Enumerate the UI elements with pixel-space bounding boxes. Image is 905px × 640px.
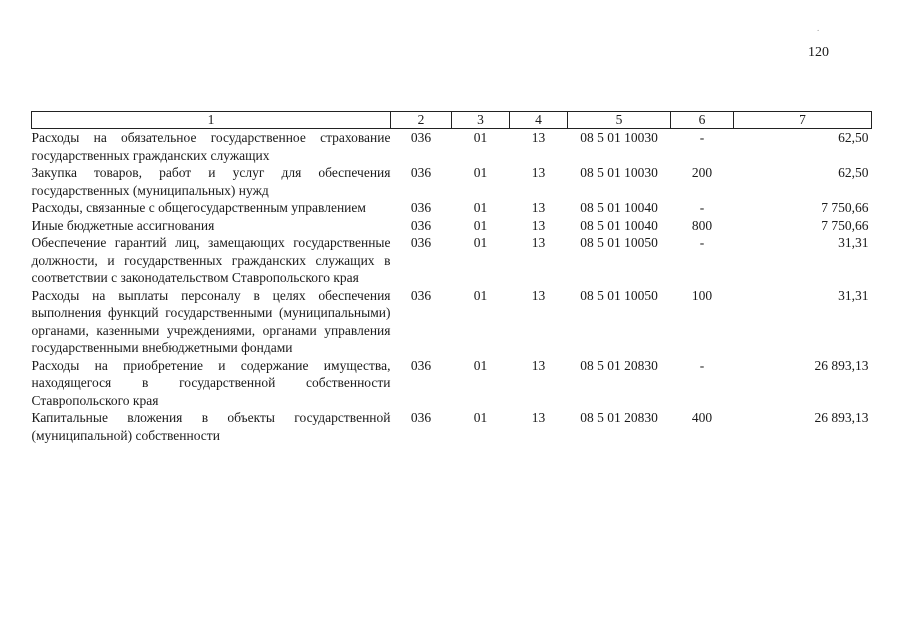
table-row (32, 409, 872, 444)
row-name: Иные бюджетные ассигнования (31, 217, 215, 233)
budget-table (31, 111, 872, 444)
row-col5: 08 5 01 10030 (580, 165, 658, 180)
row-name: Расходы на приобретение и содержание имущества, находящегося в государственной собственности Ставропольского края (31, 357, 391, 408)
table-row (32, 357, 872, 410)
row-col3: 01 (473, 357, 488, 373)
row-col5: 08 5 01 10050 (580, 287, 658, 303)
header-col-7: 7 (734, 112, 872, 129)
table-header-row (32, 112, 872, 129)
row-col3: 01 (473, 165, 488, 180)
row-col3: 01 (473, 200, 488, 215)
header-col-2: 2 (391, 112, 452, 129)
row-col5: 08 5 01 10040 (580, 217, 658, 233)
row-col4: 13 (531, 130, 546, 145)
row-col2: 036 (410, 410, 432, 425)
header-col-3: 3 (452, 112, 510, 129)
row-col3: 01 (473, 130, 488, 145)
table-row (32, 287, 872, 357)
row-col6: - (699, 130, 705, 145)
row-col4: 13 (531, 287, 546, 303)
row-col2: 036 (410, 287, 432, 303)
row-col5: 08 5 01 20830 (580, 357, 658, 373)
row-col7: 26 893,13 (814, 410, 869, 425)
row-name: Закупка товаров, работ и услуг для обеспечения государственных (муниципальных) нужд (31, 165, 391, 198)
header-col-4: 4 (510, 112, 568, 129)
row-col4: 13 (531, 357, 546, 373)
row-col6: 200 (691, 165, 713, 180)
corner-mark: . (817, 23, 820, 33)
row-col3: 01 (473, 235, 488, 250)
row-col2: 036 (410, 357, 432, 373)
table-row (32, 217, 872, 235)
row-name: Капитальные вложения в объекты государственной (муниципальной) собственности (31, 410, 391, 443)
table-row (32, 129, 872, 165)
header-col-6: 6 (671, 112, 734, 129)
row-col6: 400 (691, 410, 713, 425)
row-col5: 08 5 01 10040 (580, 200, 658, 215)
row-col2: 036 (410, 200, 432, 215)
row-col4: 13 (531, 217, 546, 233)
row-col3: 01 (473, 410, 488, 425)
row-col2: 036 (410, 217, 432, 233)
row-col6: 800 (691, 217, 713, 233)
row-name: Расходы, связанные с общегосударственным управлением (31, 200, 366, 215)
row-col5: 08 5 01 20830 (580, 410, 658, 425)
row-col7: 62,50 (838, 130, 869, 145)
row-col7: 62,50 (838, 165, 869, 180)
row-col7: 31,31 (838, 235, 869, 250)
row-col4: 13 (531, 165, 546, 180)
row-col4: 13 (531, 235, 546, 250)
row-col7: 7 750,66 (821, 200, 869, 215)
page-number: 120 (808, 45, 829, 60)
row-col7: 31,31 (838, 287, 869, 303)
row-name: Расходы на выплаты персоналу в целях обеспечения выполнения функций государственными (муниципальными) органами, казенными учреждениями, органами управления государственными внебюджетными фондами (31, 287, 391, 355)
table-row (32, 234, 872, 287)
row-col6: - (699, 357, 705, 373)
row-col3: 01 (473, 217, 488, 233)
row-col6: - (699, 200, 705, 215)
row-col2: 036 (410, 130, 432, 145)
row-col7: 7 750,66 (821, 217, 869, 233)
row-col4: 13 (531, 200, 546, 215)
row-col2: 036 (410, 235, 432, 250)
table-row (32, 199, 872, 217)
row-col6: 100 (691, 287, 713, 303)
header-col-1: 1 (32, 112, 391, 129)
row-name: Обеспечение гарантий лиц, замещающих государственные должности, и государственных гражданских служащих в соответствии с законодательством Ставропольского края (31, 235, 391, 285)
row-col2: 036 (410, 165, 432, 180)
row-col7: 26 893,13 (814, 357, 869, 373)
row-name: Расходы на обязательное государственное страхование государственных гражданских служащих (31, 130, 391, 163)
row-col5: 08 5 01 10050 (580, 235, 658, 250)
row-col5: 08 5 01 10030 (580, 130, 658, 145)
table-row (32, 164, 872, 199)
header-col-5: 5 (568, 112, 671, 129)
row-col4: 13 (531, 410, 546, 425)
row-col6: - (699, 235, 705, 250)
row-col3: 01 (473, 287, 488, 303)
